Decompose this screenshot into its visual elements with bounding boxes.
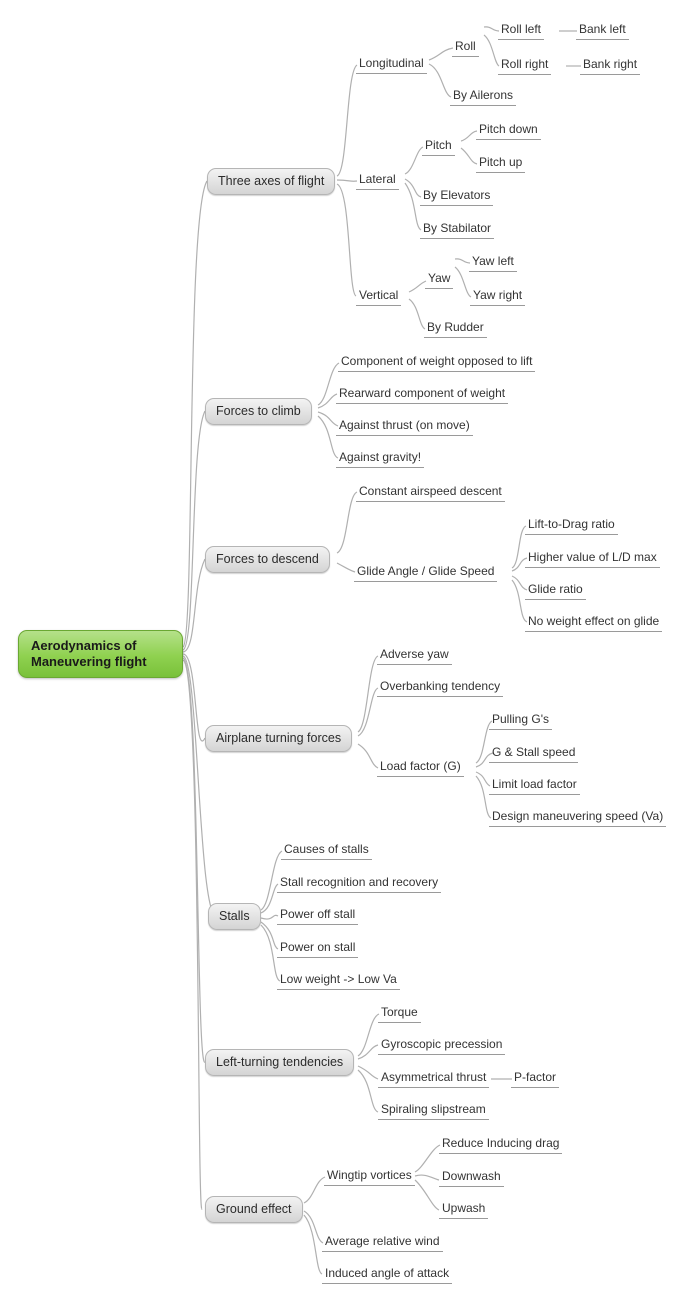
node-pitch-up[interactable]	[476, 154, 525, 173]
node-vertical[interactable]	[356, 287, 401, 306]
node-by-elevators[interactable]	[420, 187, 493, 206]
node-downwash[interactable]	[439, 1168, 504, 1187]
node-label: Yaw right	[473, 288, 523, 302]
node-label: Yaw left	[472, 254, 514, 268]
node-component-weight-opposed-lift[interactable]	[338, 353, 535, 372]
node-rearward-component-of-weight[interactable]	[336, 385, 508, 404]
node-label: Asymmetrical thrust	[381, 1070, 487, 1084]
branch-label: Ground effect	[216, 1202, 292, 1216]
node-no-weight-effect-on-glide[interactable]	[525, 613, 662, 632]
root-node[interactable]	[18, 630, 183, 678]
node-label: Glide Angle / Glide Speed	[357, 564, 495, 578]
node-label: Downwash	[442, 1169, 501, 1183]
node-pulling-gs[interactable]	[489, 711, 552, 730]
branch-forces-to-descend[interactable]	[205, 546, 330, 573]
node-longitudinal[interactable]	[356, 55, 427, 74]
node-label: Power off stall	[280, 907, 356, 921]
branch-label: Three axes of flight	[218, 174, 325, 188]
node-low-weight-low-va[interactable]	[277, 971, 400, 990]
node-spiraling-slipstream[interactable]	[378, 1101, 489, 1120]
branch-label: Left-turning tendencies	[216, 1055, 344, 1069]
node-lateral[interactable]	[356, 171, 399, 190]
node-higher-value-ld-max[interactable]	[525, 549, 660, 568]
node-constant-airspeed-descent[interactable]	[356, 483, 505, 502]
node-asymmetrical-thrust[interactable]	[378, 1069, 489, 1088]
node-reduce-inducing-drag[interactable]	[439, 1135, 562, 1154]
node-label: By Stabilator	[423, 221, 492, 235]
node-label: Bank right	[583, 57, 638, 71]
node-label: Rearward component of weight	[339, 386, 506, 400]
node-g-and-stall-speed[interactable]	[489, 744, 578, 763]
node-label: Low weight -> Low Va	[280, 972, 397, 986]
branch-label: Stalls	[219, 909, 250, 923]
node-label: Reduce Inducing drag	[442, 1136, 560, 1150]
branch-airplane-turning-forces[interactable]	[205, 725, 352, 752]
node-upwash[interactable]	[439, 1200, 488, 1219]
branch-label: Forces to climb	[216, 404, 301, 418]
node-label: Pitch down	[479, 122, 538, 136]
node-gyroscopic-precession[interactable]	[378, 1036, 505, 1055]
node-label: Load factor (G)	[380, 759, 461, 773]
node-glide-ratio[interactable]	[525, 581, 586, 600]
node-label: Longitudinal	[359, 56, 424, 70]
node-label: Yaw	[428, 271, 451, 285]
node-label: G & Stall speed	[492, 745, 576, 759]
node-label: Gyroscopic precession	[381, 1037, 503, 1051]
node-label: Pitch	[425, 138, 452, 152]
node-label: Glide ratio	[528, 582, 583, 596]
node-torque[interactable]	[378, 1004, 421, 1023]
node-pitch[interactable]	[422, 137, 455, 156]
node-label: Against gravity!	[339, 450, 422, 464]
node-causes-of-stalls[interactable]	[281, 841, 372, 860]
branch-ground-effect[interactable]	[205, 1196, 303, 1223]
node-label: Component of weight opposed to lift	[341, 354, 533, 368]
node-roll-left[interactable]	[498, 21, 544, 40]
branch-left-turning-tendencies[interactable]	[205, 1049, 354, 1076]
node-lift-to-drag-ratio[interactable]	[525, 516, 618, 535]
node-against-gravity[interactable]	[336, 449, 424, 468]
node-label: Design maneuvering speed (Va)	[492, 809, 664, 823]
node-load-factor[interactable]	[377, 758, 464, 777]
node-label: By Elevators	[423, 188, 491, 202]
node-label: Adverse yaw	[380, 647, 449, 661]
node-induced-angle-of-attack[interactable]	[322, 1265, 452, 1284]
node-label: Lift-to-Drag ratio	[528, 517, 615, 531]
branch-stalls[interactable]	[208, 903, 261, 930]
node-label: Overbanking tendency	[380, 679, 501, 693]
branch-label: Airplane turning forces	[216, 731, 342, 745]
node-roll[interactable]	[452, 38, 479, 57]
node-limit-load-factor[interactable]	[489, 776, 580, 795]
node-yaw[interactable]	[425, 270, 453, 289]
node-roll-right[interactable]	[498, 56, 551, 75]
node-label: By Rudder	[427, 320, 484, 334]
branch-three-axes-of-flight[interactable]	[207, 168, 335, 195]
node-label: Lateral	[359, 172, 396, 186]
node-bank-right[interactable]	[580, 56, 640, 75]
node-average-relative-wind[interactable]	[322, 1233, 443, 1252]
node-label: Vertical	[359, 288, 399, 302]
node-by-stabilator[interactable]	[420, 220, 494, 239]
branch-forces-to-climb[interactable]	[205, 398, 312, 425]
node-label: By Ailerons	[453, 88, 514, 102]
node-yaw-left[interactable]	[469, 253, 517, 272]
node-adverse-yaw[interactable]	[377, 646, 452, 665]
node-label: P-factor	[514, 1070, 557, 1084]
node-label: Limit load factor	[492, 777, 577, 791]
node-label: Higher value of L/D max	[528, 550, 657, 564]
node-stall-recognition-recovery[interactable]	[277, 874, 441, 893]
node-label: Upwash	[442, 1201, 486, 1215]
node-by-rudder[interactable]	[424, 319, 487, 338]
node-overbanking-tendency[interactable]	[377, 678, 503, 697]
node-label: Power on stall	[280, 940, 356, 954]
node-label: Against thrust (on move)	[339, 418, 470, 432]
node-label: Roll	[455, 39, 476, 53]
node-label: No weight effect on glide	[528, 614, 660, 628]
branch-label: Forces to descend	[216, 552, 319, 566]
node-label: Causes of stalls	[284, 842, 369, 856]
node-label: Roll left	[501, 22, 542, 36]
root-label: Aerodynamics of Maneuvering flight	[31, 638, 147, 669]
node-label: Torque	[381, 1005, 418, 1019]
node-label: Roll right	[501, 57, 549, 71]
node-bank-left[interactable]	[576, 21, 629, 40]
node-against-thrust[interactable]	[336, 417, 473, 436]
node-label: Wingtip vortices	[327, 1168, 412, 1182]
node-label: Average relative wind	[325, 1234, 440, 1248]
node-label: Constant airspeed descent	[359, 484, 502, 498]
node-power-off-stall[interactable]	[277, 906, 358, 925]
node-label: Induced angle of attack	[325, 1266, 450, 1280]
node-label: Pulling G's	[492, 712, 549, 726]
node-label: Bank left	[579, 22, 626, 36]
node-label: Pitch up	[479, 155, 523, 169]
node-design-maneuvering-speed[interactable]	[489, 808, 666, 827]
node-by-ailerons[interactable]	[450, 87, 516, 106]
node-label: Stall recognition and recovery	[280, 875, 439, 889]
node-yaw-right[interactable]	[470, 287, 525, 306]
node-wingtip-vortices[interactable]	[324, 1167, 415, 1186]
node-glide-angle-glide-speed[interactable]	[354, 563, 497, 582]
node-p-factor[interactable]	[511, 1069, 559, 1088]
node-power-on-stall[interactable]	[277, 939, 358, 958]
node-label: Spiraling slipstream	[381, 1102, 486, 1116]
node-pitch-down[interactable]	[476, 121, 541, 140]
